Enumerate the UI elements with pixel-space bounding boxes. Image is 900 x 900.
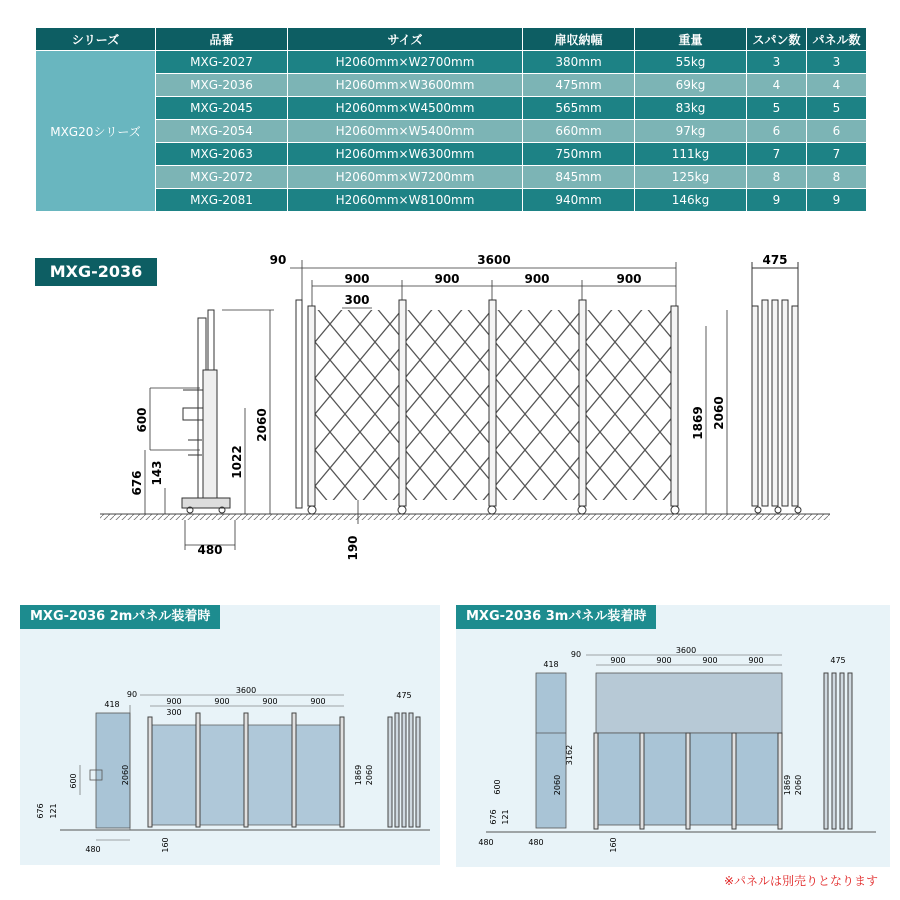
- spec-table: [35, 27, 867, 212]
- cell-spans: 6: [747, 120, 807, 143]
- dim-span-3: 900: [524, 272, 550, 286]
- cell-model: MXG-2072: [156, 166, 288, 189]
- dim-offset: 90: [269, 253, 287, 267]
- cell-spans: 4: [747, 74, 807, 97]
- dim-height-side: 2060: [255, 408, 269, 442]
- cell-model: MXG-2027: [156, 51, 288, 74]
- cell-size: H2060mm×W2700mm: [288, 51, 523, 74]
- p3-span-1: 900: [610, 656, 626, 665]
- header-storage-width: 扉収納幅: [523, 28, 635, 51]
- p2-total-width: 3600: [235, 686, 257, 695]
- table-row: [36, 166, 867, 189]
- dim-lower: 676: [130, 470, 144, 496]
- cell-model: MXG-2081: [156, 189, 288, 212]
- cell-panels: 7: [807, 143, 867, 166]
- ground-line: [100, 514, 830, 520]
- dim-folded-width: 475: [762, 253, 788, 267]
- p3-height-side: 2060: [553, 774, 562, 796]
- table-row: [36, 97, 867, 120]
- dim-wheel: 190: [346, 535, 360, 561]
- table-row: [36, 120, 867, 143]
- cell-weight: 69kg: [635, 74, 747, 97]
- p3-folded-width: 475: [830, 656, 846, 665]
- dim-pitch: 300: [344, 293, 370, 307]
- p2-lower-small: 121: [49, 803, 58, 819]
- dim-height-front: 2060: [712, 396, 726, 430]
- p3-inner-height: 1869: [783, 774, 792, 796]
- p2-span-1: 900: [166, 697, 182, 706]
- front-view: [296, 300, 679, 514]
- p3-wheel: 160: [609, 837, 618, 853]
- cell-model: MXG-2054: [156, 120, 288, 143]
- p2-offset: 90: [126, 690, 138, 699]
- p2-span-4: 900: [310, 697, 326, 706]
- header-weight: 重量: [635, 28, 747, 51]
- cell-panels: 8: [807, 166, 867, 189]
- header-panels: パネル数: [807, 28, 867, 51]
- p2-pitch: 300: [166, 708, 182, 717]
- panel-note: ※パネルは別売りとなります: [723, 874, 878, 888]
- dim-total-width: 3600: [477, 253, 511, 267]
- p3-span-2: 900: [656, 656, 672, 665]
- p2-folded-width: 475: [396, 691, 412, 700]
- cell-model: MXG-2036: [156, 74, 288, 97]
- p2-height-front: 2060: [365, 764, 374, 786]
- p2-span-2: 900: [214, 697, 230, 706]
- p2-handle-span: 600: [69, 773, 78, 789]
- dim-base-width: 480: [197, 543, 223, 557]
- table-row: [36, 51, 867, 74]
- dim-lower-small: 143: [150, 460, 164, 486]
- cell-weight: 55kg: [635, 51, 747, 74]
- cell-size: H2060mm×W8100mm: [288, 189, 523, 212]
- cell-size: H2060mm×W3600mm: [288, 74, 523, 97]
- p3-top-height: 3162: [565, 744, 574, 766]
- p3-handle-span: 600: [493, 779, 502, 795]
- dim-span-2: 900: [434, 272, 460, 286]
- panel-3m-section: [456, 605, 890, 867]
- cell-weight: 125kg: [635, 166, 747, 189]
- cell-storage-width: 750mm: [523, 143, 635, 166]
- cell-spans: 8: [747, 166, 807, 189]
- p2-wheel: 160: [161, 837, 170, 853]
- cell-panels: 4: [807, 74, 867, 97]
- cell-panels: 3: [807, 51, 867, 74]
- p3-span-3: 900: [702, 656, 718, 665]
- main-diagram-title: MXG-2036: [35, 258, 157, 286]
- p3-height-front: 2060: [794, 774, 803, 796]
- p3-span-4: 900: [748, 656, 764, 665]
- side-view: [182, 310, 230, 513]
- cell-weight: 146kg: [635, 189, 747, 212]
- p2-depth: 418: [104, 700, 120, 709]
- table-row: [36, 189, 867, 212]
- p3-side-width: 480: [478, 838, 494, 847]
- p2-span-3: 900: [262, 697, 278, 706]
- p2-lower: 676: [36, 803, 45, 819]
- p3-lower: 676: [489, 809, 498, 825]
- cell-panels: 9: [807, 189, 867, 212]
- header-series: シリーズ: [36, 28, 156, 51]
- panel-2m-diagram: [20, 605, 440, 865]
- cell-weight: 83kg: [635, 97, 747, 120]
- p3-depth: 418: [543, 660, 559, 669]
- cell-storage-width: 380mm: [523, 51, 635, 74]
- dim-span-1: 900: [344, 272, 370, 286]
- p3-offset: 90: [570, 650, 582, 659]
- cell-weight: 97kg: [635, 120, 747, 143]
- p2-base-width: 480: [85, 845, 101, 854]
- cell-panels: 6: [807, 120, 867, 143]
- cell-size: H2060mm×W5400mm: [288, 120, 523, 143]
- cell-model: MXG-2045: [156, 97, 288, 120]
- cell-spans: 3: [747, 51, 807, 74]
- cell-spans: 5: [747, 97, 807, 120]
- series-cell: MXG20シリーズ: [36, 51, 156, 212]
- dim-inner-height: 1869: [691, 406, 705, 440]
- cell-spans: 7: [747, 143, 807, 166]
- dim-span-4: 900: [616, 272, 642, 286]
- table-row: [36, 143, 867, 166]
- p3-base-width: 480: [528, 838, 544, 847]
- header-spans: スパン数: [747, 28, 807, 51]
- cell-spans: 9: [747, 189, 807, 212]
- cell-size: H2060mm×W6300mm: [288, 143, 523, 166]
- panel-3m-diagram: [456, 605, 890, 867]
- p3-lower-small: 121: [501, 809, 510, 825]
- folded-view: [752, 262, 801, 513]
- dim-handle-span: 600: [135, 407, 149, 433]
- cell-storage-width: 475mm: [523, 74, 635, 97]
- cell-storage-width: 940mm: [523, 189, 635, 212]
- main-gate-diagram: [0, 240, 900, 600]
- cell-model: MXG-2063: [156, 143, 288, 166]
- p2-height-side: 2060: [121, 764, 130, 786]
- table-header-row: [36, 28, 867, 51]
- p3-total-width: 3600: [675, 646, 697, 655]
- panel-2m-section: [20, 605, 440, 865]
- cell-size: H2060mm×W7200mm: [288, 166, 523, 189]
- dim-handle-height: 1022: [230, 445, 244, 479]
- cell-storage-width: 660mm: [523, 120, 635, 143]
- cell-storage-width: 845mm: [523, 166, 635, 189]
- cell-panels: 5: [807, 97, 867, 120]
- cell-size: H2060mm×W4500mm: [288, 97, 523, 120]
- panel-3m-title: MXG-2036 3mパネル装着時: [456, 605, 656, 629]
- panel-2m-title: MXG-2036 2mパネル装着時: [20, 605, 220, 629]
- header-model: 品番: [156, 28, 288, 51]
- p2-inner-height: 1869: [354, 764, 363, 786]
- cell-storage-width: 565mm: [523, 97, 635, 120]
- cell-weight: 111kg: [635, 143, 747, 166]
- table-row: [36, 74, 867, 97]
- header-size: サイズ: [288, 28, 523, 51]
